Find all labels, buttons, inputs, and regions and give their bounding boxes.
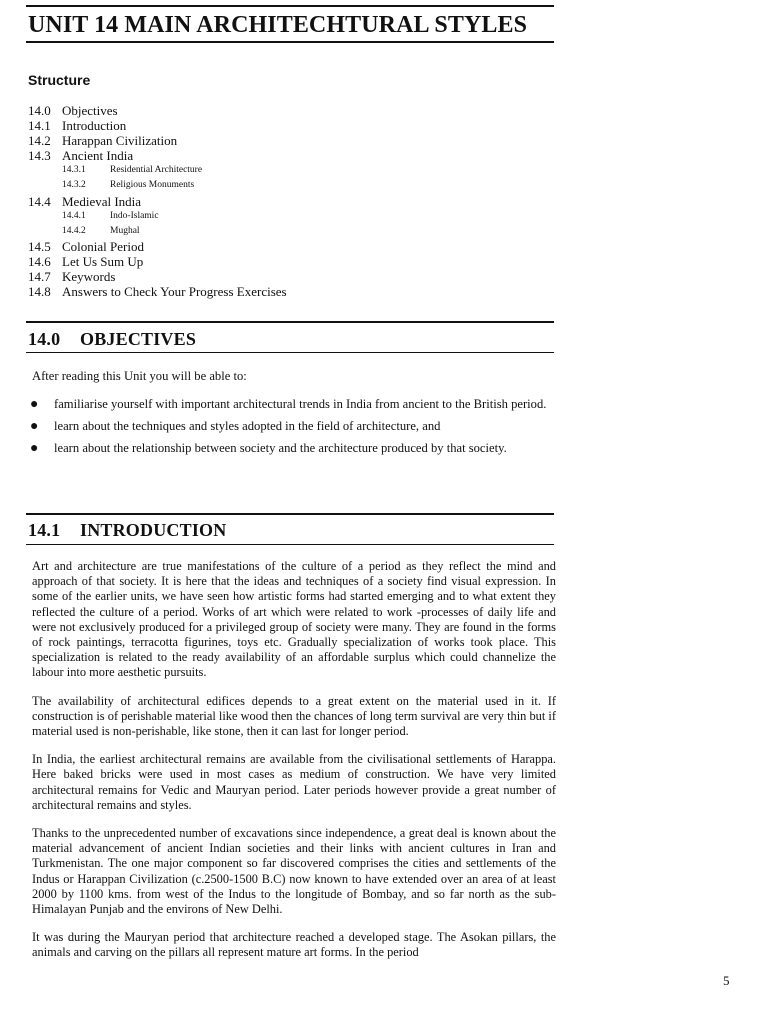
toc-item-number: 14.6 [28, 253, 51, 269]
objectives-intro: After reading this Unit you will be able to: [32, 369, 247, 383]
table-of-contents [28, 103, 548, 299]
toc-item-label: Let Us Sum Up [62, 253, 144, 269]
toc-item-number: 14.2 [28, 133, 51, 149]
toc-item [28, 118, 548, 133]
structure-heading: Structure [28, 72, 91, 88]
toc-item-label: Ancient India [62, 148, 134, 164]
toc-item [28, 254, 548, 269]
objective-item [30, 397, 556, 412]
bullet-icon: ● [30, 419, 39, 435]
toc-item-number: 14.4 [28, 193, 51, 209]
toc-item-number: 14.8 [28, 284, 51, 300]
objective-item [30, 419, 556, 434]
toc-item-number: 14.3.2 [62, 180, 86, 191]
toc-item-label: Harappan Civilization [62, 133, 178, 149]
introduction-paragraph: The availability of architectural edifices depends to a great extent on the material used in it. If construction is of perishable material like wood then the chances of long term survival are very thin but if material used is non-perishable, like stone, then it can last for longer period. [32, 693, 556, 739]
toc-subitem [28, 163, 548, 178]
toc-item-label: Introduction [62, 118, 127, 134]
objectives-bottom-rule [26, 352, 554, 353]
toc-item [28, 133, 548, 148]
bullet-icon: ● [30, 441, 39, 457]
introduction-body [32, 559, 556, 974]
introduction-bottom-rule [26, 544, 554, 545]
objective-item [30, 441, 556, 456]
objectives-list [30, 397, 556, 464]
toc-item [28, 269, 548, 284]
toc-item-number: 14.4.2 [62, 225, 86, 236]
unit-title: UNIT 14 MAIN ARCHITECHTURAL STYLES [28, 12, 528, 38]
toc-item-number: 14.3.1 [62, 165, 86, 176]
objective-text: learn about the techniques and styles adopted in the field of architecture, and [54, 419, 441, 434]
objectives-top-rule [26, 321, 554, 323]
introduction-paragraph: Thanks to the unprecedented number of excavations since independence, a great deal is known about the material advancement of ancient Indian societies and their links with ancient cultures in Iran and Turkmenistan. The one major component so far discovered comprises the cities and settlements of the Indus or Harappan Civilization (c.2500-1500 B.C) now known to have extended over an area of at least 2000 by 1100 kms. from west of the Indus to the longitude of Bombay, and so far north as the sub-Himalayan Punjab and the environs of New Delhi. [32, 826, 556, 917]
title-bottom-rule [26, 41, 554, 43]
objectives-number: 14.0 [28, 329, 61, 349]
toc-item-label: Answers to Check Your Progress Exercises [62, 284, 287, 300]
introduction-top-rule [26, 513, 554, 515]
toc-item-label: Indo-Islamic [110, 210, 159, 221]
toc-item [28, 194, 548, 209]
toc-item-number: 14.1 [28, 118, 51, 134]
toc-subitem [28, 224, 548, 239]
toc-item-label: Colonial Period [62, 238, 144, 254]
toc-item [28, 284, 548, 299]
toc-item-number: 14.7 [28, 269, 51, 285]
introduction-paragraph: It was during the Mauryan period that architecture reached a developed stage. The Asokan pillars, the animals and carving on the pillars all represent mature art forms. In the period [32, 930, 556, 960]
bullet-icon: ● [30, 397, 39, 412]
title-top-rule [26, 5, 554, 7]
page-number: 5 [723, 973, 730, 988]
toc-item-number: 14.0 [28, 103, 51, 118]
toc-item [28, 148, 548, 163]
toc-item-label: Objectives [62, 103, 118, 118]
introduction-title: INTRODUCTION [80, 520, 227, 540]
toc-item-label: Mughal [110, 225, 140, 236]
toc-item-label: Religious Monuments [110, 180, 195, 191]
toc-item-label: Medieval India [62, 193, 142, 209]
introduction-paragraph: In India, the earliest architectural remains are available from the civilisational settlements of Harappa. Here baked bricks were used in most cases as medium of construction. We have very limited architectural remains for Vedic and Mauryan period. Later periods however provide a great number of architectural remains and styles. [32, 752, 556, 812]
toc-subitem [28, 178, 548, 193]
objectives-heading [28, 329, 196, 350]
objectives-title: OBJECTIVES [80, 329, 197, 349]
introduction-heading [28, 520, 226, 541]
introduction-paragraph: Art and architecture are true manifestations of the culture of a period as they reflect the mind and approach of that society. It is here that the ideas and techniques of a society find visual expression. In some of the earlier units, we have seen how artistic forms had started emerging and to what extent they reflected the culture of a period. Works of art which were related to work -processes of daily life and were not exclusively produced for a privileged group of society were many. They are found in the forms of rock paintings, terracotta figurines, toys etc. Gradually specialization of works took place. This specialization is related to the ready availability of an affordable surplus which could channelize the labour into more aesthetic pursuits. [32, 559, 556, 680]
toc-subitem [28, 209, 548, 224]
introduction-number: 14.1 [28, 520, 61, 540]
toc-item [28, 239, 548, 254]
toc-item-number: 14.4.1 [62, 210, 86, 221]
toc-item-number: 14.3 [28, 148, 51, 164]
objective-text: learn about the relationship between society and the architecture produced by that society. [54, 441, 507, 456]
objective-text: familiarise yourself with important architectural trends in India from ancient to the British period. [54, 397, 547, 411]
toc-item-number: 14.5 [28, 238, 51, 254]
toc-item [28, 103, 548, 118]
toc-item-label: Residential Architecture [110, 165, 203, 176]
toc-item-label: Keywords [62, 269, 116, 285]
